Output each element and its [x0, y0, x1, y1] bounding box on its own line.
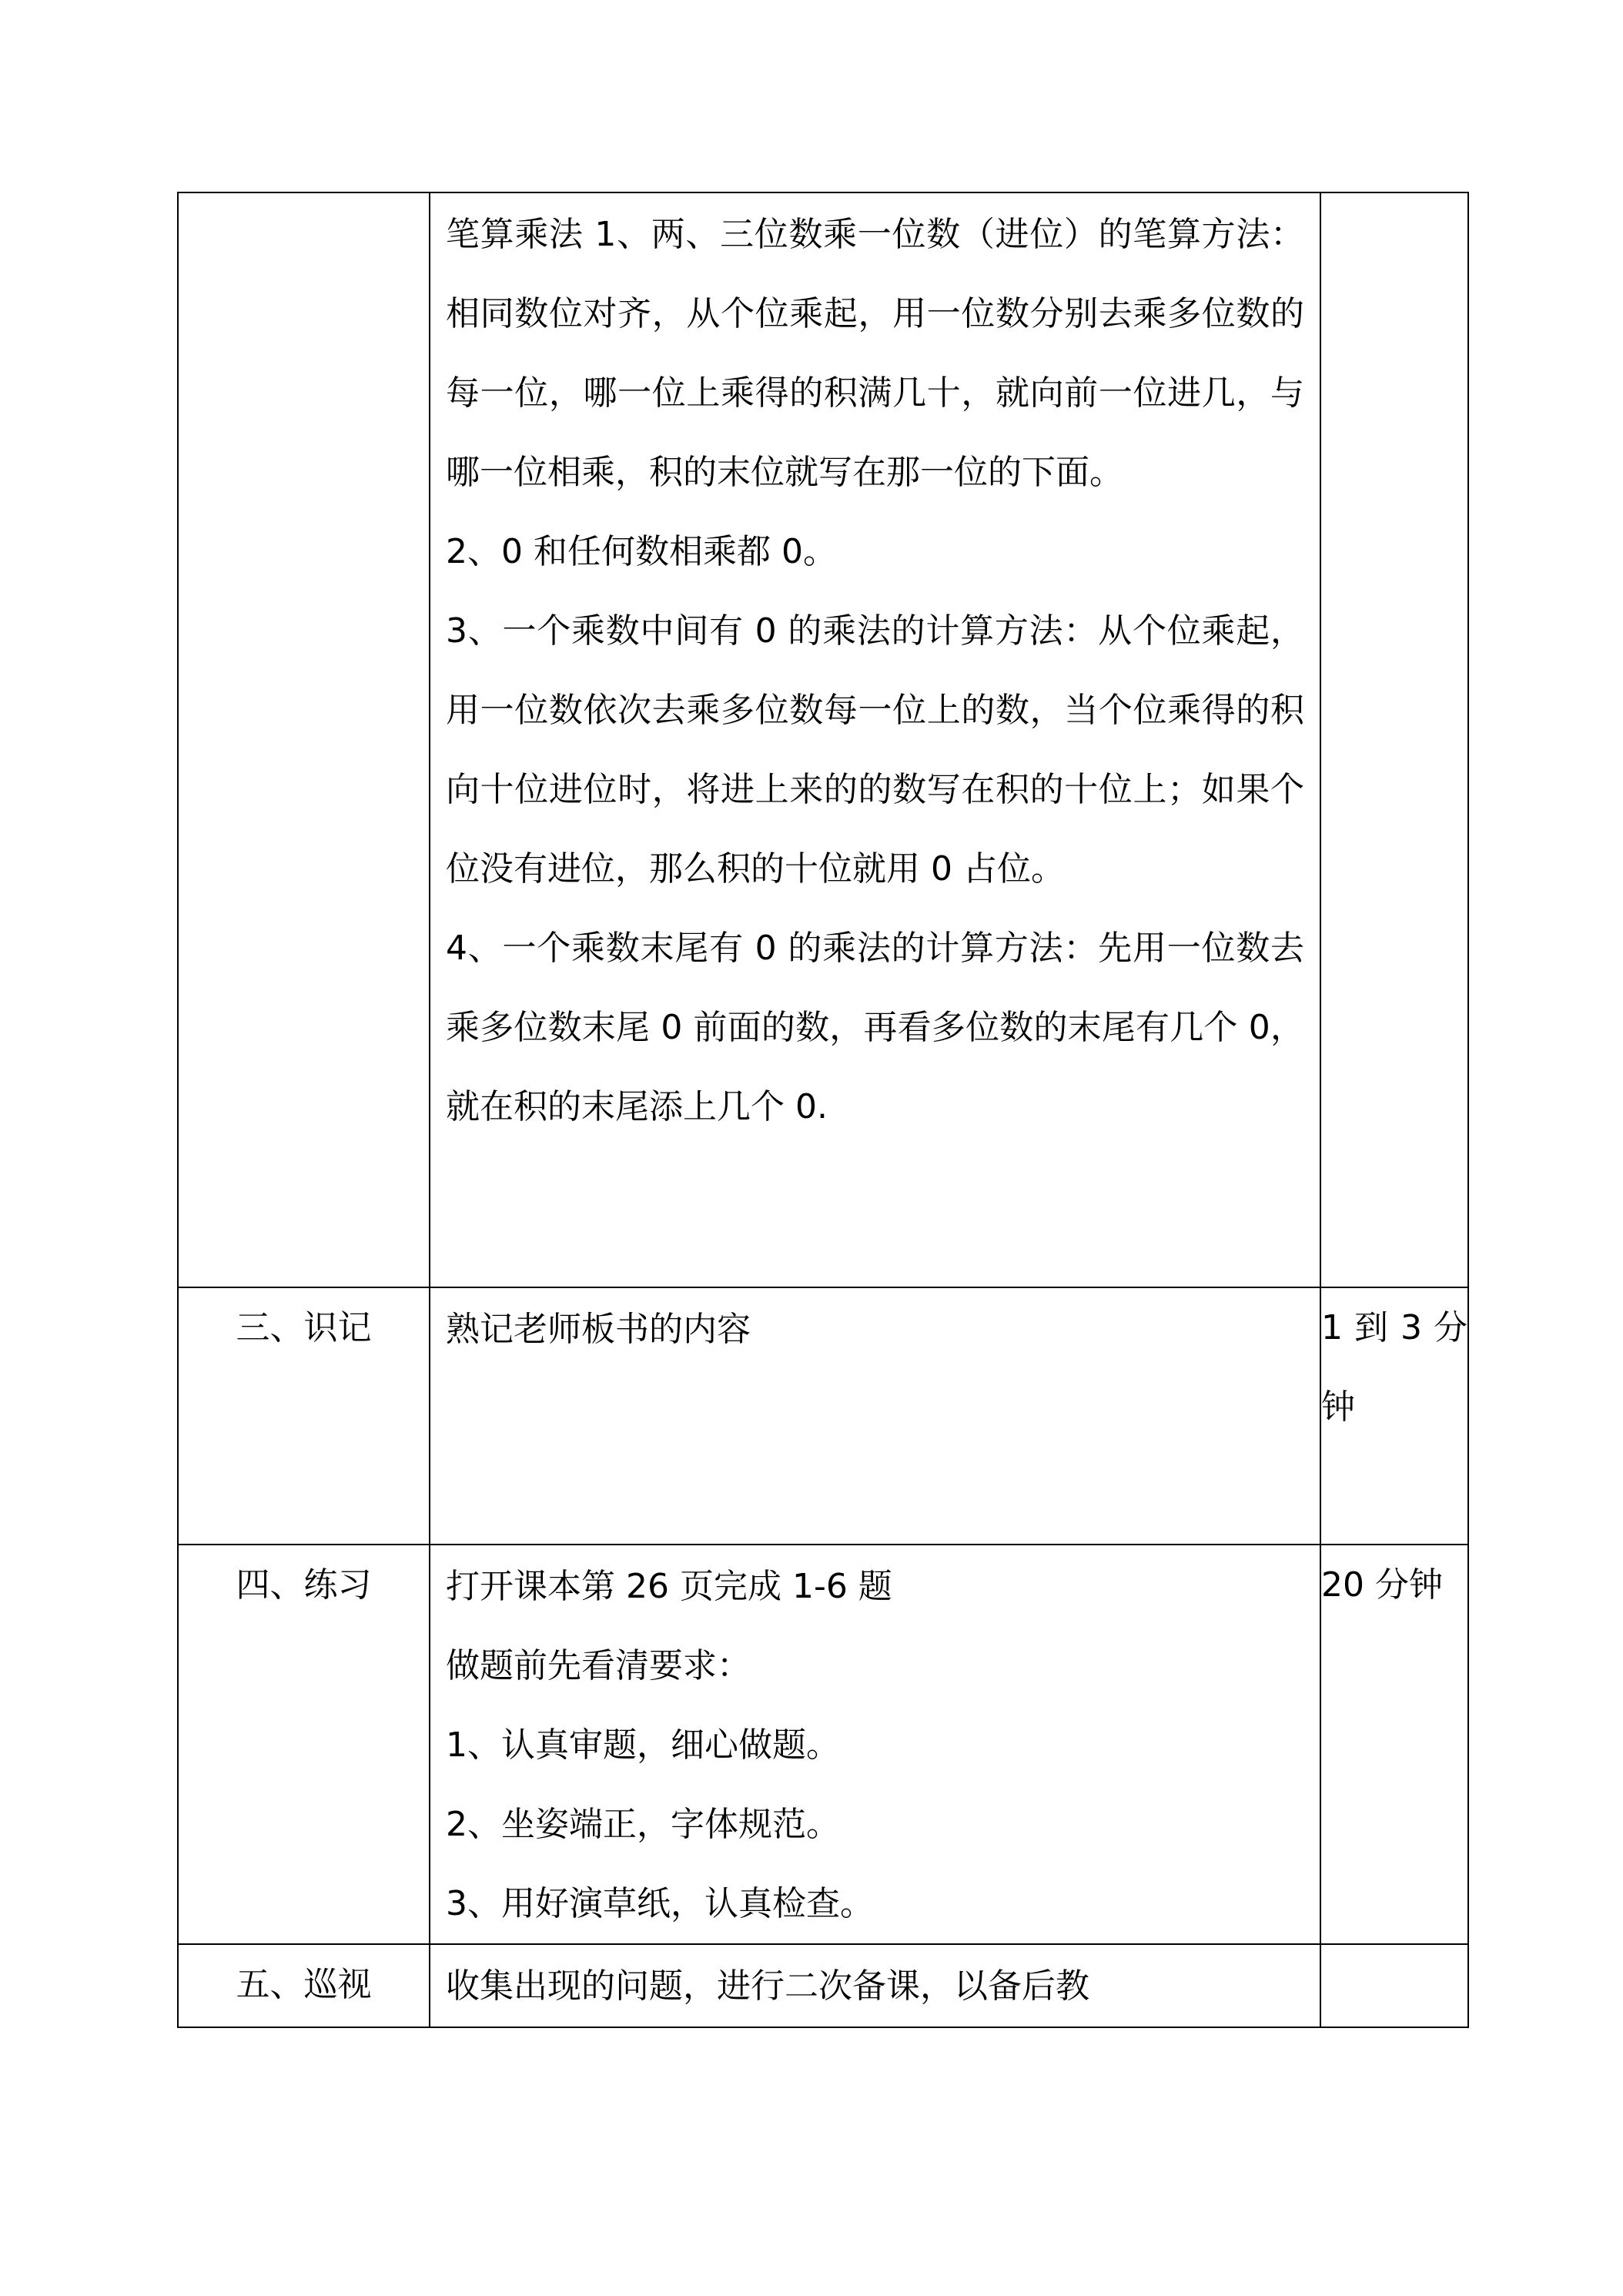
paragraph: 笔算乘法 1、两、三位数乘一位数（进位）的笔算方法：相同数位对齐，从个位乘起，用一位数分别去乘多位数的每一位，哪一位上乘得的积满几十，就向前一位进几，与哪一位相乘，积的末位就写在那一位的下面。 — [446, 215, 1304, 492]
table-row-practice — [178, 1545, 1468, 1944]
step-cell — [178, 192, 430, 1287]
content-cell — [430, 1944, 1320, 2027]
paragraph: 4、一个乘数末尾有 0 的乘法的计算方法：先用一位数去乘多位数末尾 0 前面的数，再看多位数的末尾有几个 0，就在积的末尾添上几个 0. — [446, 929, 1304, 1126]
lesson-plan-table — [177, 192, 1469, 2028]
time-cell — [1320, 1944, 1468, 2027]
time-cell: 20 分钟 — [1320, 1545, 1468, 1944]
paragraph: 打开课本第 26 页完成 1-6 题 — [446, 1567, 892, 1606]
time-cell: 1 到 3 分钟 — [1320, 1287, 1468, 1545]
step-cell: 四、练习 — [178, 1545, 430, 1944]
content-cell — [430, 1287, 1320, 1545]
paragraph: 1、认真审题，细心做题。 — [446, 1725, 840, 1765]
table-row-writing-method — [178, 192, 1468, 1287]
paragraph: 3、用好演草纸，认真检查。 — [446, 1884, 874, 1923]
paragraph: 做题前先看清要求： — [446, 1646, 751, 1685]
step-cell: 五、巡视 — [178, 1944, 430, 2027]
paragraph: 熟记老师板书的内容 — [446, 1310, 751, 1349]
table-row-patrol — [178, 1944, 1468, 2027]
paragraph: 2、0 和任何数相乘都 0。 — [446, 532, 837, 571]
paragraph: 收集出现的问题，进行二次备课，以备后教 — [446, 1966, 1089, 2006]
content-cell — [430, 192, 1320, 1287]
content-cell — [430, 1545, 1320, 1944]
table-row-recall — [178, 1287, 1468, 1545]
time-cell — [1320, 192, 1468, 1287]
paragraph: 3、一个乘数中间有 0 的乘法的计算方法：从个位乘起，用一位数依次去乘多位数每一位上的数，当个位乘得的积向十位进位时，将进上来的的数写在积的十位上；如果个位没有进位，那么积的十位就用 0 占位。 — [446, 611, 1304, 889]
paragraph: 2、坐姿端正，字体规范。 — [446, 1805, 840, 1844]
step-cell: 三、识记 — [178, 1287, 430, 1545]
